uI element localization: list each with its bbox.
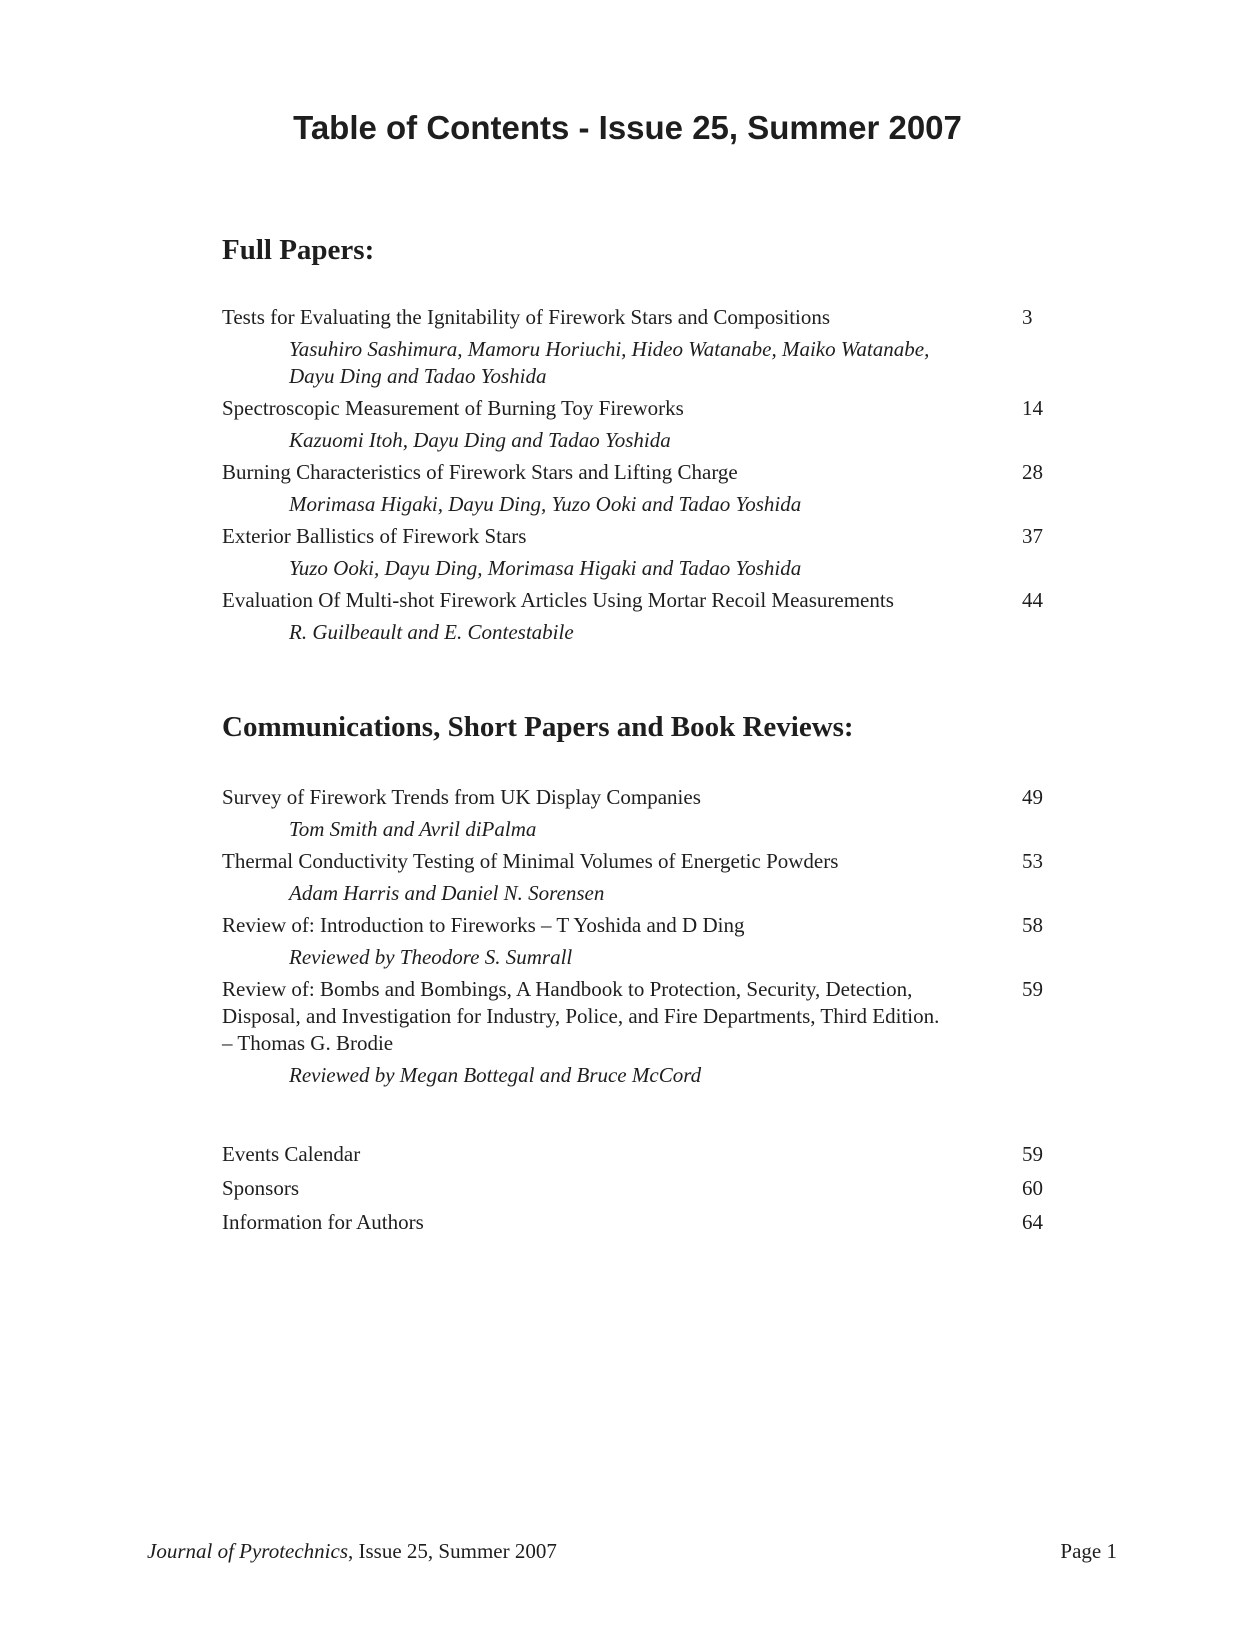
toc-entry xyxy=(222,1209,1062,1236)
entry-authors: Reviewed by Theodore S. Sumrall xyxy=(289,945,573,969)
entry-page-number: 53 xyxy=(1022,849,1043,873)
toc-entry xyxy=(222,1175,1062,1202)
entry-title[interactable]: Sponsors xyxy=(222,1176,300,1200)
entry-authors: Kazuomi Itoh, Dayu Ding and Tadao Yoshida xyxy=(289,428,671,452)
entry-title[interactable]: Survey of Firework Trends from UK Display Companies xyxy=(222,785,701,809)
page-title: Table of Contents - Issue 25, Summer 2007 xyxy=(293,109,962,146)
toc-entry xyxy=(222,784,1062,843)
entry-authors: Tom Smith and Avril diPalma xyxy=(289,817,537,841)
entry-page-number: 14 xyxy=(1022,396,1043,420)
toc-entry xyxy=(222,1141,1062,1168)
footer-journal-name: Journal of Pyrotechnics xyxy=(147,1539,349,1563)
entry-authors xyxy=(222,331,989,390)
communications-list xyxy=(222,784,1062,1094)
toc-entry xyxy=(222,587,1062,646)
entry-page-number: 58 xyxy=(1022,913,1043,937)
toc-entry xyxy=(222,848,1062,907)
full-papers-list xyxy=(222,304,1062,651)
entry-authors-line: Yasuhiro Sashimura, Mamoru Horiuchi, Hideo Watanabe, Maiko Watanabe, xyxy=(289,337,930,361)
entry-authors: R. Guilbeault and E. Contestabile xyxy=(289,620,574,644)
entry-title[interactable]: Spectroscopic Measurement of Burning Toy Fireworks xyxy=(222,396,684,420)
page-footer xyxy=(147,1538,1117,1565)
entry-page-number: 28 xyxy=(1022,460,1043,484)
toc-entry xyxy=(222,395,1062,454)
entry-page-number: 49 xyxy=(1022,785,1043,809)
misc-list xyxy=(222,1141,1062,1236)
entry-page-number: 3 xyxy=(1022,305,1033,329)
toc-entry xyxy=(222,912,1062,971)
entry-title[interactable]: Review of: Introduction to Fireworks – T Yoshida and D Ding xyxy=(222,913,745,937)
entry-page-number: 59 xyxy=(1022,977,1043,1001)
entry-authors: Yuzo Ooki, Dayu Ding, Morimasa Higaki and Tadao Yoshida xyxy=(289,556,802,580)
entry-title-line: – Thomas G. Brodie xyxy=(222,1031,394,1055)
toc-entry xyxy=(222,523,1062,582)
entry-page-number: 64 xyxy=(1022,1210,1043,1234)
footer-citation xyxy=(147,1538,557,1565)
entry-title-line: Review of: Bombs and Bombings, A Handbook to Protection, Security, Detection, xyxy=(222,977,913,1001)
entry-title[interactable]: Tests for Evaluating the Ignitability of Firework Stars and Compositions xyxy=(222,305,831,329)
entry-authors-line: Dayu Ding and Tadao Yoshida xyxy=(289,364,547,388)
entry-title[interactable]: Exterior Ballistics of Firework Stars xyxy=(222,524,527,548)
entry-page-number: 44 xyxy=(1022,588,1043,612)
entry-page-number: 59 xyxy=(1022,1142,1043,1166)
entry-page-number: 60 xyxy=(1022,1176,1043,1200)
section-heading-communications: Communications, Short Papers and Book Reviews: xyxy=(222,711,854,743)
entry-title[interactable]: Burning Characteristics of Firework Stars and Lifting Charge xyxy=(222,460,738,484)
toc-entry xyxy=(222,459,1062,518)
entry-page-number: 37 xyxy=(1022,524,1043,548)
entry-authors: Reviewed by Megan Bottegal and Bruce McCord xyxy=(289,1063,702,1087)
entry-title-line: Disposal, and Investigation for Industry, Police, and Fire Departments, Third Edition. xyxy=(222,1004,940,1028)
toc-entry xyxy=(222,304,1062,390)
entry-title[interactable] xyxy=(222,976,939,1057)
section-heading-full-papers: Full Papers: xyxy=(222,234,375,266)
entry-title[interactable]: Information for Authors xyxy=(222,1210,424,1234)
entry-authors: Morimasa Higaki, Dayu Ding, Yuzo Ooki and Tadao Yoshida xyxy=(289,492,802,516)
entry-title[interactable]: Evaluation Of Multi-shot Firework Articles Using Mortar Recoil Measurements xyxy=(222,588,894,612)
entry-authors: Adam Harris and Daniel N. Sorensen xyxy=(289,881,605,905)
entry-title[interactable]: Thermal Conductivity Testing of Minimal Volumes of Energetic Powders xyxy=(222,849,839,873)
footer-issue: , Issue 25, Summer 2007 xyxy=(348,1539,557,1563)
toc-entry xyxy=(222,976,1062,1089)
footer-page-number: Page 1 xyxy=(1060,1539,1117,1563)
entry-title[interactable]: Events Calendar xyxy=(222,1142,361,1166)
